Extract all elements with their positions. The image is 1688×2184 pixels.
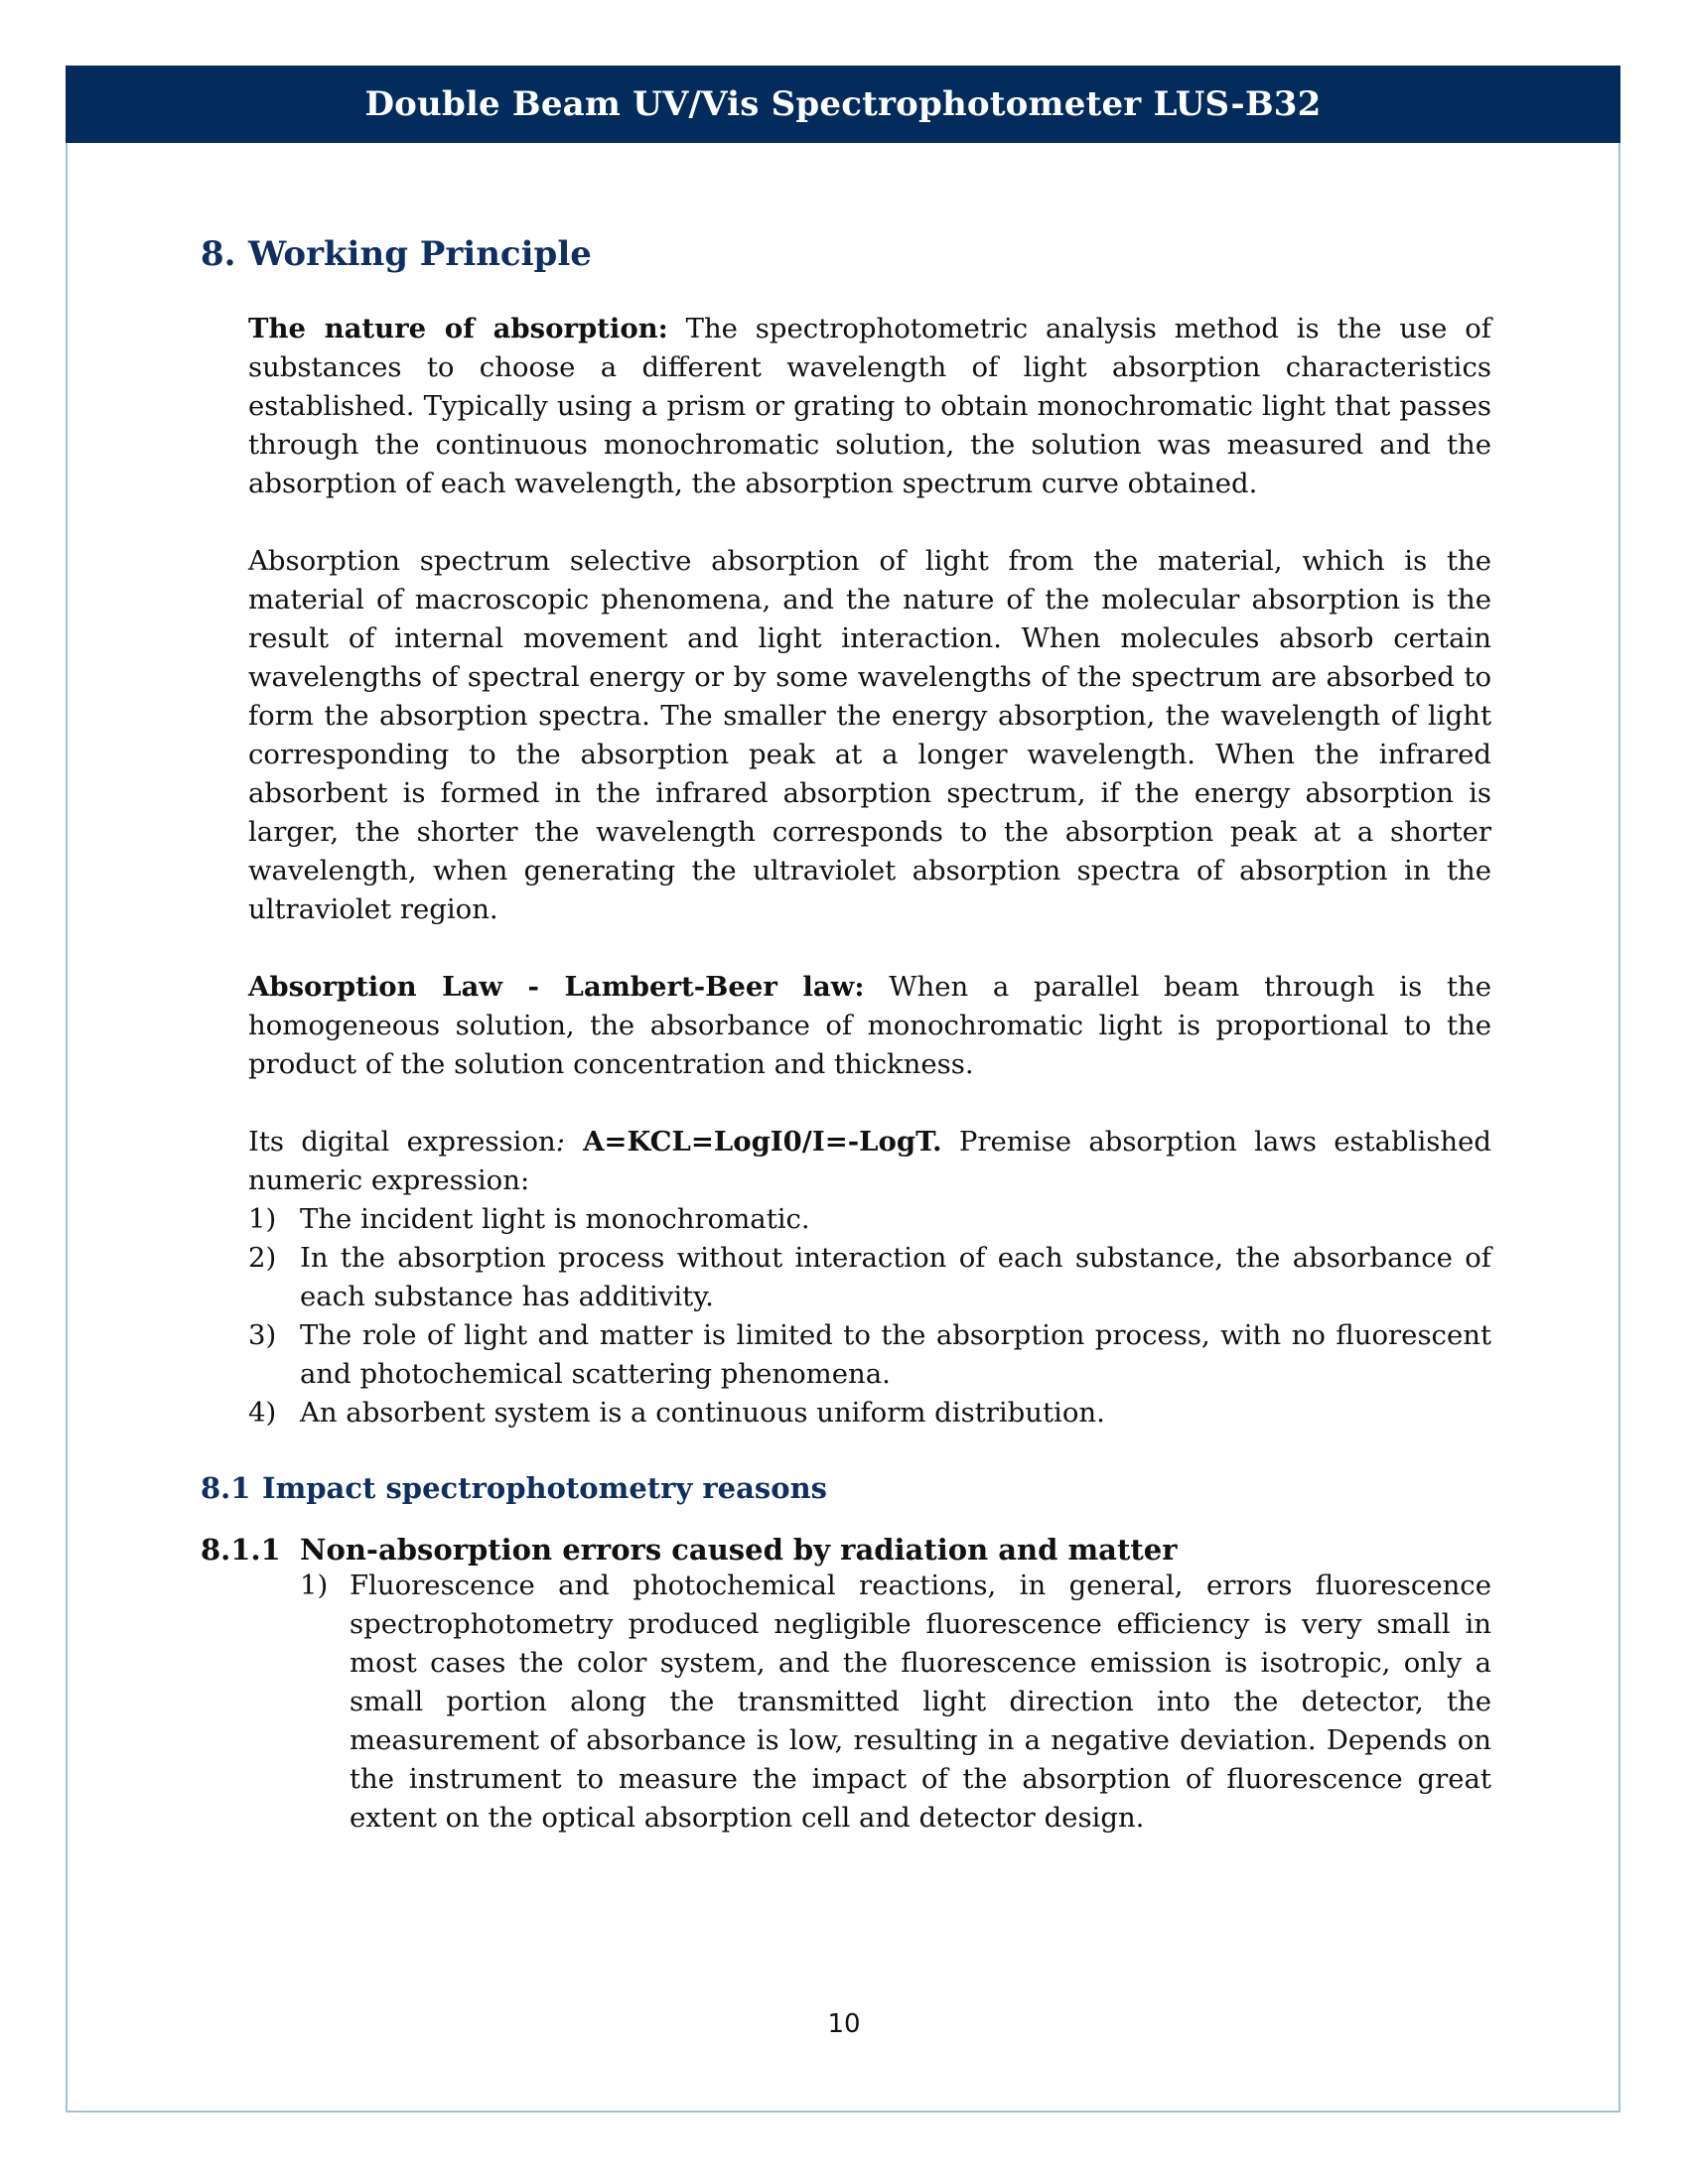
page-content: [201, 234, 1491, 1876]
premise-list: [248, 1200, 1491, 1433]
list-item-text: The incident light is monochromatic.: [300, 1203, 810, 1235]
header-bar: [66, 66, 1620, 143]
subsection-heading: [201, 1471, 1491, 1505]
paragraph-digital-expression: [248, 1123, 1491, 1200]
list-item-number: 1): [300, 1570, 329, 1601]
subsection-number: 8.1: [201, 1471, 251, 1505]
list-item: [248, 1316, 1491, 1394]
paragraph-lambert-beer: [248, 968, 1491, 1084]
list-item-number: 2): [248, 1242, 277, 1274]
subsubsection-body: [300, 1567, 1491, 1838]
paragraph-absorption-spectrum: [248, 542, 1491, 929]
list-item-number: 4): [248, 1397, 277, 1429]
list-item-text: Fluorescence and photochemical reactions, in general, errors fluorescence spectrophotometry produced negligible fluorescence efficiency is very small in most cases the color system, and the fluorescence emission is isotropic, only a small portion along the transmitted light direction into the detector, the measurement of absorbance is low, resulting in a negative deviation. Depends on the instrument to measure the impact of the absorption of fluorescence great extent on the optical absorption cell and detector design.: [350, 1570, 1491, 1834]
subsubsection-title: Non-absorption errors caused by radiation and matter: [300, 1533, 1178, 1567]
expression-formula: A=KCL=LogI0/I=-LogT.: [564, 1126, 942, 1158]
list-item: [300, 1567, 1491, 1838]
list-item: [248, 1394, 1491, 1433]
section-body: [248, 310, 1491, 1433]
page-number: 10: [827, 2009, 861, 2039]
section-title: Working Principle: [248, 234, 592, 274]
expression-suffix: Premise absorption laws established numeric expression:: [248, 1126, 1491, 1196]
paragraph-text: Absorption spectrum selective absorption of light from the material, which is the material of macroscopic phenomena, and the nature of the molecular absorption is the result of internal movement and light interaction. When molecules absorb certain wavelengths of spectral energy or by some wavelengths of the spectrum are absorbed to form the absorption spectra. The smaller the energy absorption, the wavelength of light corresponding to the absorption peak at a longer wavelength. When the infrared absorbent is formed in the infrared absorption spectrum, if the energy absorption is larger, the shorter the wavelength corresponds to the absorption peak at a shorter wavelength, when generating the ultraviolet absorption spectra of absorption in the ultraviolet region.: [248, 545, 1491, 925]
section-heading: [201, 234, 1491, 274]
list-item: [248, 1200, 1491, 1239]
list-item-number: 3): [248, 1319, 277, 1351]
paragraph-nature-of-absorption: [248, 310, 1491, 503]
list-item-number: 1): [248, 1203, 277, 1235]
header-title: Double Beam UV/Vis Spectrophotometer LUS-B32: [364, 84, 1322, 124]
paragraph-label: The nature of absorption:: [248, 313, 668, 344]
subsubsection-number: 8.1.1: [201, 1533, 281, 1567]
paragraph-text: The spectrophotometric analysis method is the use of substances to choose a different wavelength of light absorption characteristics established. Typically using a prism or grating to obtain monochromatic light that passes through the continuous monochromatic solution, the solution was measured and the absorption of each wavelength, the absorption spectrum curve obtained.: [248, 313, 1491, 499]
list-item-text: The role of light and matter is limited to the absorption process, with no fluorescent and photochemical scattering phenomena.: [300, 1319, 1491, 1390]
paragraph-text: When a parallel beam through is the homogeneous solution, the absorbance of monochromatic light is proportional to the product of the solution concentration and thickness.: [248, 971, 1491, 1080]
subsection-title: Impact spectrophotometry reasons: [262, 1471, 827, 1505]
paragraph-label: Absorption Law - Lambert-Beer law:: [248, 971, 865, 1003]
expression-prefix: Its digital expression: [248, 1126, 556, 1158]
error-list: [300, 1567, 1491, 1838]
list-item-text: In the absorption process without interaction of each substance, the absorbance of each substance has additivity.: [300, 1242, 1491, 1312]
list-item: [248, 1239, 1491, 1316]
expression-colon: :: [555, 1126, 565, 1158]
subsubsection-heading: [201, 1533, 1491, 1567]
list-item-text: An absorbent system is a continuous uniform distribution.: [300, 1397, 1105, 1429]
section-number: 8.: [201, 234, 236, 274]
